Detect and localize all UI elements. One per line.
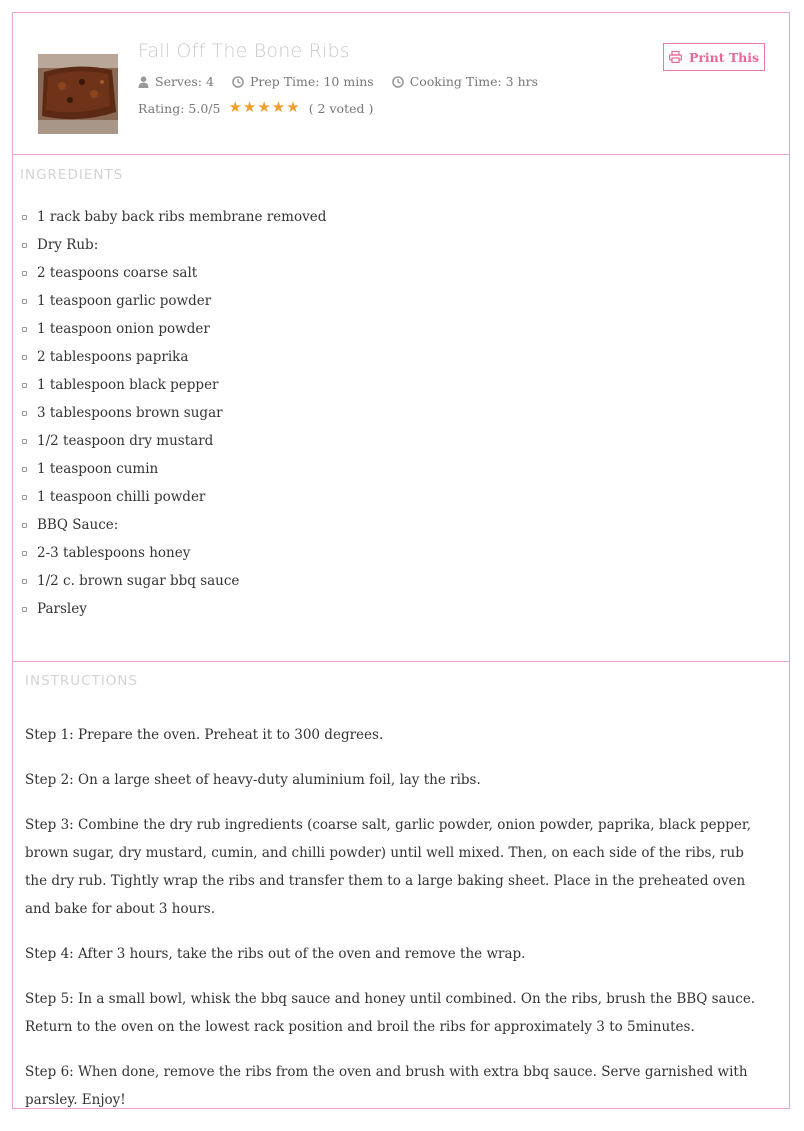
- ingredient-text: 1 teaspoon chilli powder: [37, 489, 206, 505]
- printer-icon: [669, 51, 682, 63]
- ingredient-item: [22, 483, 326, 511]
- rating-stars[interactable]: ★★★★★: [228, 98, 301, 116]
- ingredients-list: [22, 203, 326, 623]
- instruction-step: Step 4: After 3 hours, take the ribs out of the oven and remove the wrap.: [25, 946, 526, 962]
- bullet-icon: [22, 299, 27, 304]
- ingredient-item: [22, 259, 326, 287]
- ingredient-text: 1 teaspoon cumin: [37, 461, 159, 477]
- ingredient-text: 2-3 tablespoons honey: [37, 545, 191, 561]
- clock-icon: [232, 76, 244, 88]
- bullet-icon: [22, 383, 27, 388]
- ingredient-item: [22, 567, 326, 595]
- clock-icon: [392, 76, 404, 88]
- ingredient-text: 1/2 c. brown sugar bbq sauce: [37, 573, 240, 589]
- instructions-list: [25, 721, 760, 1131]
- print-button-label: Print This: [688, 49, 760, 65]
- bullet-icon: [22, 411, 27, 416]
- bullet-icon: [22, 271, 27, 276]
- ingredient-text: 3 tablespoons brown sugar: [37, 405, 223, 421]
- bullet-icon: [22, 523, 27, 528]
- ingredient-text: 1/2 teaspoon dry mustard: [37, 433, 214, 449]
- prep-time-text: Prep Time: 10 mins: [249, 74, 374, 89]
- ingredient-text: BBQ Sauce:: [37, 517, 119, 533]
- ingredient-text: Dry Rub:: [37, 237, 99, 253]
- ingredient-text: 2 teaspoons coarse salt: [37, 265, 198, 281]
- instructions-heading: INSTRUCTIONS: [25, 673, 139, 689]
- bullet-icon: [22, 607, 27, 612]
- bullet-icon: [22, 467, 27, 472]
- ingredient-item: [22, 203, 326, 231]
- ingredient-text: 2 tablespoons paprika: [37, 349, 189, 365]
- instruction-step: Step 6: When done, remove the ribs from the oven and brush with extra bbq sauce. Serve garnished with parsley. Enjoy!: [25, 1064, 748, 1108]
- serves-text: Serves: 4: [155, 74, 214, 89]
- ingredient-item: [22, 511, 326, 539]
- ingredients-heading: INGREDIENTS: [20, 167, 124, 183]
- ingredient-text: 1 rack baby back ribs membrane removed: [37, 209, 327, 225]
- cooking-time-text: Cooking Time: 3 hrs: [409, 74, 539, 89]
- instruction-step: Step 5: In a small bowl, whisk the bbq sauce and honey until combined. On the ribs, brush the BBQ sauce. Return to the oven on the lowest rack position and broil the ribs for approximately 3 to 5minutes.: [25, 991, 756, 1035]
- ingredient-item: [22, 455, 326, 483]
- ingredient-item: [22, 371, 326, 399]
- bullet-icon: [22, 355, 27, 360]
- ingredient-item: [22, 427, 326, 455]
- bullet-icon: [22, 243, 27, 248]
- print-button[interactable]: [663, 43, 765, 71]
- ingredient-item: [22, 595, 326, 623]
- bullet-icon: [22, 215, 27, 220]
- instruction-step: Step 3: Combine the dry rub ingredients (coarse salt, garlic powder, onion powder, paprika, black pepper, brown sugar, dry mustard, cumin, and chilli powder) until well mixed. Then, on each side of the ribs, rub the dry rub. Tightly wrap the ribs and transfer them to a large baking sheet. Place in the preheated oven and bake for about 3 hours.: [25, 817, 752, 917]
- ingredient-item: [22, 399, 326, 427]
- bullet-icon: [22, 439, 27, 444]
- bullet-icon: [22, 551, 27, 556]
- instruction-step: Step 1: Prepare the oven. Preheat it to 300 degrees.: [25, 727, 384, 743]
- recipe-header: [13, 13, 789, 155]
- vote-count: ( 2 voted ): [308, 100, 374, 116]
- user-icon: [138, 76, 149, 88]
- ingredient-item: [22, 343, 326, 371]
- prep-time-info: [232, 74, 374, 89]
- bullet-icon: [22, 495, 27, 500]
- recipe-meta: [138, 74, 556, 89]
- ingredient-item: [22, 287, 326, 315]
- bullet-icon: [22, 579, 27, 584]
- ingredient-item: [22, 539, 326, 567]
- ingredient-text: 1 tablespoon black pepper: [37, 377, 219, 393]
- recipe-thumbnail: [38, 54, 118, 134]
- ingredient-text: Parsley: [37, 601, 87, 617]
- ingredient-item: [22, 231, 326, 259]
- ingredient-item: [22, 315, 326, 343]
- cooking-time-info: [392, 74, 538, 89]
- recipe-title: Fall Off The Bone Ribs: [138, 40, 350, 62]
- serves-info: [138, 74, 214, 89]
- instruction-step: Step 2: On a large sheet of heavy-duty aluminium foil, lay the ribs.: [25, 772, 481, 788]
- recipe-rating: [138, 99, 373, 117]
- ingredient-text: 1 teaspoon garlic powder: [37, 293, 212, 309]
- ingredient-text: 1 teaspoon onion powder: [37, 321, 210, 337]
- rating-label: Rating: 5.0/5: [138, 100, 221, 116]
- bullet-icon: [22, 327, 27, 332]
